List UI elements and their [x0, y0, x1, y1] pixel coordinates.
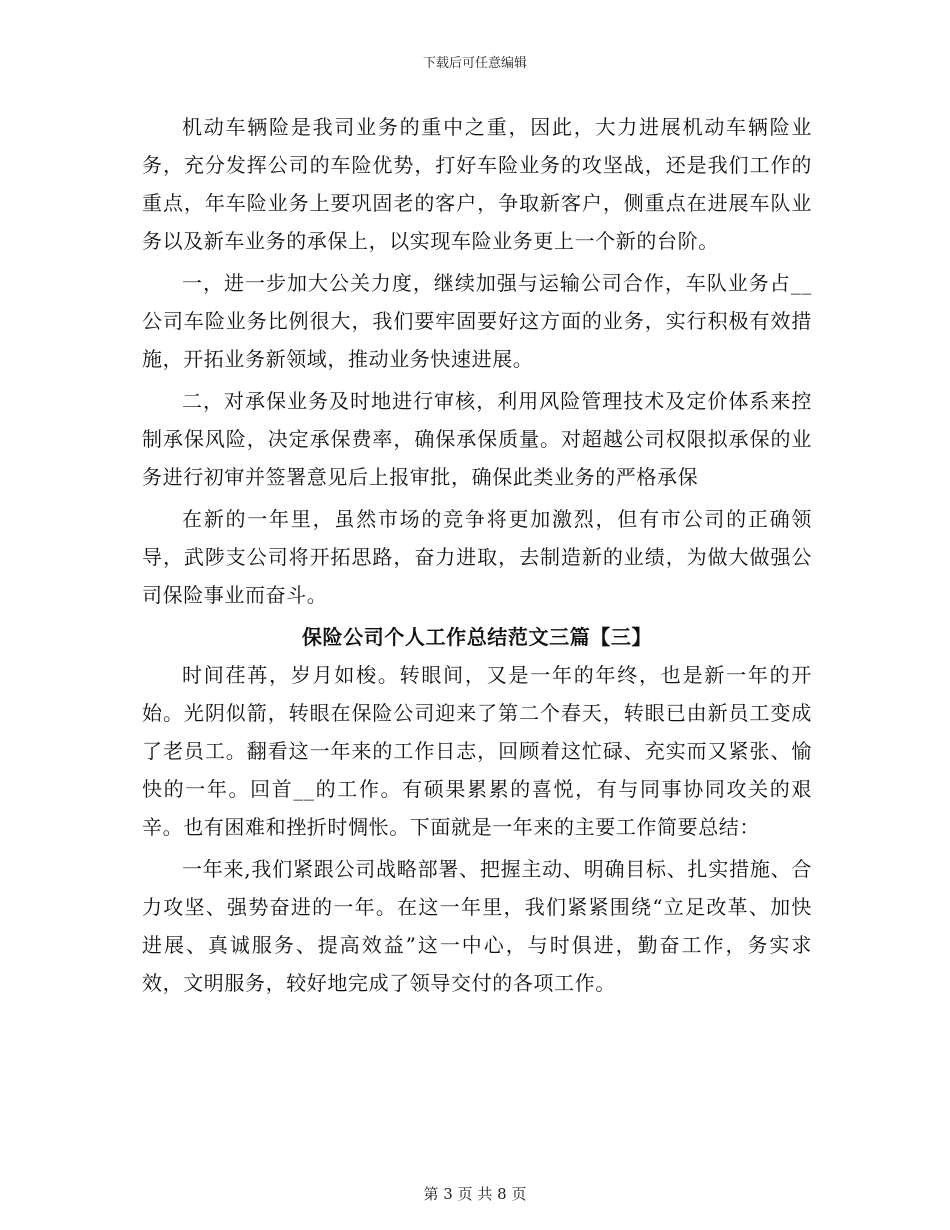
paragraph: 一年来,我们紧跟公司战略部署、把握主动、明确目标、扎实措施、合力攻坚、强势奋进的一年。在这一年里，我们紧紧围绕“立足改革、加快进展、真诚服务、提高效益”这一中心，与时俱进，勤奋工作，务实求效，文明服务，较好地完成了领导交付的各项工作。 [142, 857, 812, 995]
paragraph: 在新的一年里，虽然市场的竞争将更加激烈，但有市公司的正确领导，武陟支公司将开拓思路，奋力进取，去制造新的业绩，为做大做强公司保险事业而奋斗。 [142, 507, 812, 607]
paragraph: 一，进一步加大公关力度，继续加强与运输公司合作，车队业务占__公司车险业务比例很大，我们要牢固要好这方面的业务，实行积极有效措施，开拓业务新领域，推动业务快速进展。 [142, 271, 812, 371]
paragraph: 机动车辆险是我司业务的重中之重，因此，大力进展机动车辆险业务，充分发挥公司的车险优势，打好车险业务的攻坚战，还是我们工作的重点，年车险业务上要巩固老的客户，争取新客户，侧重点在进展车队业务以及新车业务的承保上，以实现车险业务更上一个新的台阶。 [142, 115, 812, 253]
section-title: 保险公司个人工作总结范文三篇【三】 [301, 625, 653, 649]
page-number: 第 3 页 共 8 页 [423, 1185, 527, 1203]
page-header: 下载后可任意编辑 [422, 56, 527, 71]
paragraph: 二，对承保业务及时地进行审核，利用风险管理技术及定价体系来控制承保风险，决定承保费率，确保承保质量。对超越公司权限拟承保的业务进行初审并签署意见后上报审批，确保此类业务的严格承保 [142, 389, 812, 489]
paragraph: 时间荏苒，岁月如梭。转眼间，又是一年的年终，也是新一年的开始。光阴似箭，转眼在保险公司迎来了第二个春天，转眼已由新员工变成了老员工。翻看这一年来的工作日志，回顾着这忙碌、充实而又紧张、愉快的一年。回首__的工作。有硕果累累的喜悦，有与同事协同攻关的艰辛。也有困难和挫折时惆怅。下面就是一年来的主要工作简要总结： [142, 663, 812, 839]
document-body [142, 108, 812, 1006]
